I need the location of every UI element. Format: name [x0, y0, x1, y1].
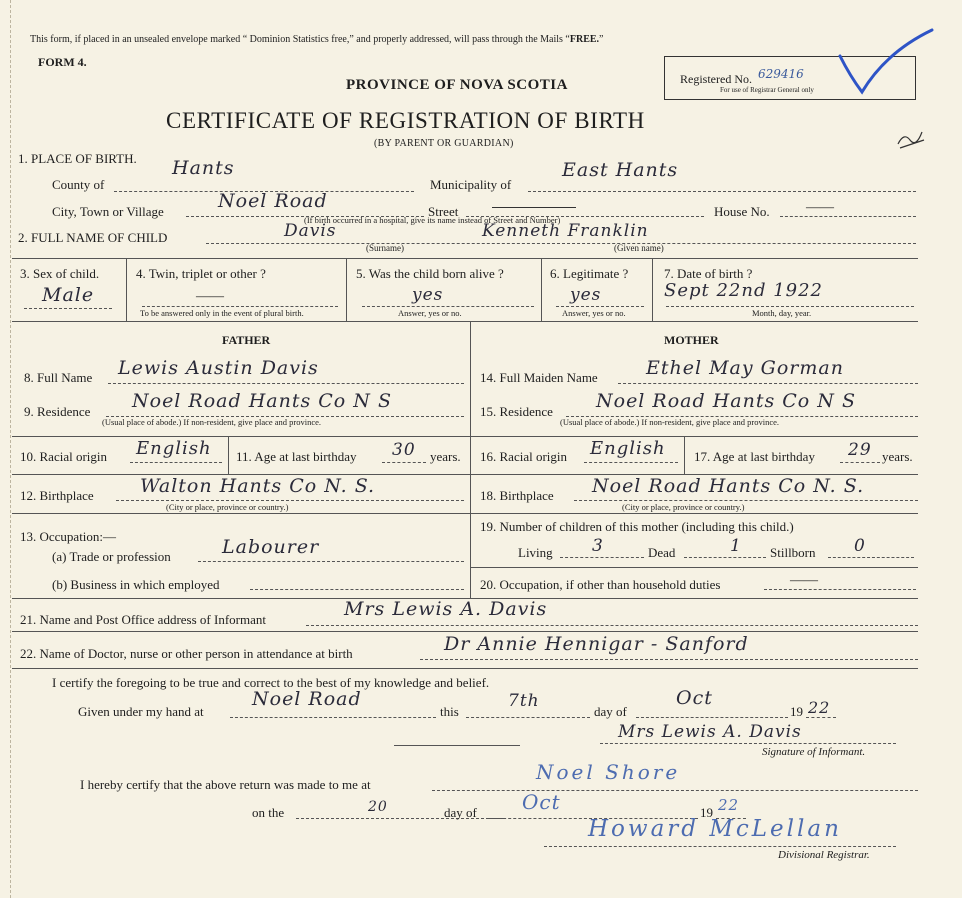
- alive-value: yes: [412, 285, 444, 305]
- mother-racial-value: English: [590, 438, 666, 459]
- children-label: 19. Number of children of this mother (including this child.): [480, 519, 794, 534]
- mother-occupation-value: ——: [790, 573, 818, 588]
- mother-birthplace-label: 18. Birthplace: [480, 488, 554, 503]
- registrar-day-value: 20: [368, 799, 388, 815]
- county-label: County of: [52, 177, 105, 192]
- business-label: (b) Business in which employed: [52, 577, 220, 592]
- street-label: Street: [428, 204, 459, 219]
- page-title: CERTIFICATE OF REGISTRATION OF BIRTH: [166, 108, 645, 133]
- registrar-statement: I hereby certify that the above return was made to me at: [80, 777, 371, 792]
- registrar-year-prefix: 19: [700, 805, 713, 820]
- province-heading: PROVINCE OF NOVA SCOTIA: [346, 77, 568, 93]
- trade-value: Labourer: [222, 536, 320, 558]
- certify-year-prefix: 19: [790, 704, 803, 719]
- given-place-value: Noel Road: [252, 688, 362, 710]
- mother-name-label: 14. Full Maiden Name: [480, 370, 598, 385]
- hospital-note: (If birth occurred in a hospital, give its name instead of Street and Number): [304, 215, 561, 225]
- street-value-dash: [492, 207, 576, 208]
- dead-value: 1: [730, 536, 742, 556]
- mother-residence-value: Noel Road Hants Co N S: [596, 390, 856, 412]
- municipality-label: Municipality of: [430, 177, 512, 192]
- house-value: ——: [806, 200, 834, 215]
- margin-scribble-icon: [894, 126, 928, 152]
- legitimate-label: 6. Legitimate ?: [550, 266, 629, 281]
- registrar-month-value: Oct: [522, 790, 561, 814]
- dob-note: Month, day, year.: [752, 308, 812, 318]
- registrar-on-label: on the: [252, 805, 285, 820]
- mother-residence-label: 15. Residence: [480, 404, 553, 419]
- municipality-value: East Hants: [562, 159, 679, 181]
- informant-value: Mrs Lewis A. Davis: [344, 598, 548, 620]
- certify-statement: I certify the foregoing to be true and correct to the best of my knowledge and belief.: [52, 675, 490, 690]
- child-given-name: Kenneth Franklin: [482, 221, 649, 241]
- sex-value: Male: [42, 284, 95, 306]
- alive-note: Answer, yes or no.: [398, 308, 462, 318]
- certify-this-label: this: [440, 704, 459, 719]
- father-birthplace-note: (City or place, province or country.): [166, 502, 289, 512]
- dob-label: 7. Date of birth ?: [664, 266, 753, 281]
- father-age-label: 11. Age at last birthday: [236, 449, 357, 464]
- twin-note: To be answered only in the event of plural birth.: [140, 308, 304, 318]
- registrar-day-of-label: day of: [444, 805, 477, 820]
- father-heading: FATHER: [222, 333, 271, 347]
- father-name-label: 8. Full Name: [24, 370, 93, 385]
- given-under-hand-label: Given under my hand at: [78, 704, 204, 719]
- legitimate-value: yes: [570, 285, 602, 305]
- doctor-label: 22. Name of Doctor, nurse or other person in attendance at birth: [20, 646, 353, 661]
- mother-name-value: Ethel May Gorman: [646, 357, 844, 379]
- registered-number: 629416: [758, 67, 804, 81]
- dob-value: Sept 22nd 1922: [664, 280, 824, 301]
- father-residence-label: 9. Residence: [24, 404, 91, 419]
- registrar-caption: Divisional Registrar.: [778, 849, 870, 861]
- father-birthplace-label: 12. Birthplace: [20, 488, 94, 503]
- divider-rule: [394, 745, 520, 746]
- page-subtitle: (BY PARENT OR GUARDIAN): [374, 138, 514, 149]
- registrar-year-value: 22: [718, 796, 740, 814]
- place-of-birth-heading: 1. PLACE OF BIRTH.: [18, 151, 137, 166]
- house-label: House No.: [714, 204, 770, 219]
- father-racial-value: English: [136, 438, 212, 459]
- mother-residence-note: (Usual place of abode.) If non-resident, give place and province.: [560, 417, 780, 427]
- father-age-value: 30: [392, 440, 416, 460]
- father-birthplace-value: Walton Hants Co N. S.: [140, 475, 376, 497]
- mother-heading: MOTHER: [664, 333, 719, 347]
- father-years-label: years.: [430, 449, 461, 464]
- dead-label: Dead: [648, 545, 676, 560]
- registrar-signature: Howard McLellan: [588, 816, 842, 842]
- father-racial-label: 10. Racial origin: [20, 449, 108, 464]
- child-name-label: 2. FULL NAME OF CHILD: [18, 230, 168, 245]
- doctor-value: Dr Annie Hennigar - Sanford: [444, 633, 749, 655]
- certify-day-of-label: day of: [594, 704, 627, 719]
- father-residence-note: (Usual place of abode.) If non-resident, give place and province.: [102, 417, 322, 427]
- form-number: FORM 4.: [38, 55, 87, 69]
- registrar-use-note: For use of Registrar General only: [720, 86, 814, 94]
- registered-label: Registered No.: [680, 72, 752, 86]
- mail-notice: This form, if placed in an unsealed envelope marked “ Dominion Statistics free,” and properly addressed, will pass through the Mails “FREE.”: [30, 34, 604, 45]
- mother-age-label: 17. Age at last birthday: [694, 449, 815, 464]
- mother-racial-label: 16. Racial origin: [480, 449, 568, 464]
- legitimate-note: Answer, yes or no.: [562, 308, 626, 318]
- child-surname: Davis: [284, 221, 337, 241]
- twin-label: 4. Twin, triplet or other ?: [136, 266, 266, 281]
- certify-month-value: Oct: [676, 687, 713, 709]
- certify-year-value: 22: [808, 698, 831, 717]
- stillborn-value: 0: [854, 536, 866, 556]
- informant-signature-caption: Signature of Informant.: [762, 746, 866, 758]
- city-label: City, Town or Village: [52, 204, 164, 219]
- informant-signature: Mrs Lewis A. Davis: [618, 722, 802, 742]
- sex-label: 3. Sex of child.: [20, 266, 100, 281]
- trade-label: (a) Trade or profession: [52, 549, 171, 564]
- given-name-caption: (Given name): [614, 243, 664, 253]
- surname-caption: (Surname): [366, 243, 404, 253]
- alive-label: 5. Was the child born alive ?: [356, 266, 504, 281]
- registrar-place-value: Noel Shore: [536, 760, 681, 784]
- twin-value: ——: [196, 289, 224, 304]
- father-name-value: Lewis Austin Davis: [118, 357, 319, 379]
- mother-birthplace-value: Noel Road Hants Co N. S.: [592, 475, 865, 497]
- certify-day-value: 7th: [508, 691, 540, 711]
- informant-label: 21. Name and Post Office address of Informant: [20, 612, 266, 627]
- mother-occupation-label: 20. Occupation, if other than household duties: [480, 577, 721, 592]
- county-value: Hants: [172, 157, 235, 179]
- stillborn-label: Stillborn: [770, 545, 816, 560]
- mother-birthplace-note: (City or place, province or country.): [622, 502, 745, 512]
- check-mark-icon: [828, 22, 938, 102]
- city-value: Noel Road: [218, 190, 328, 212]
- living-value: 3: [592, 536, 604, 556]
- living-label: Living: [518, 545, 553, 560]
- mother-years-label: years.: [882, 449, 913, 464]
- mother-age-value: 29: [848, 440, 872, 460]
- occupation-heading: 13. Occupation:—: [20, 529, 117, 544]
- father-residence-value: Noel Road Hants Co N S: [132, 390, 392, 412]
